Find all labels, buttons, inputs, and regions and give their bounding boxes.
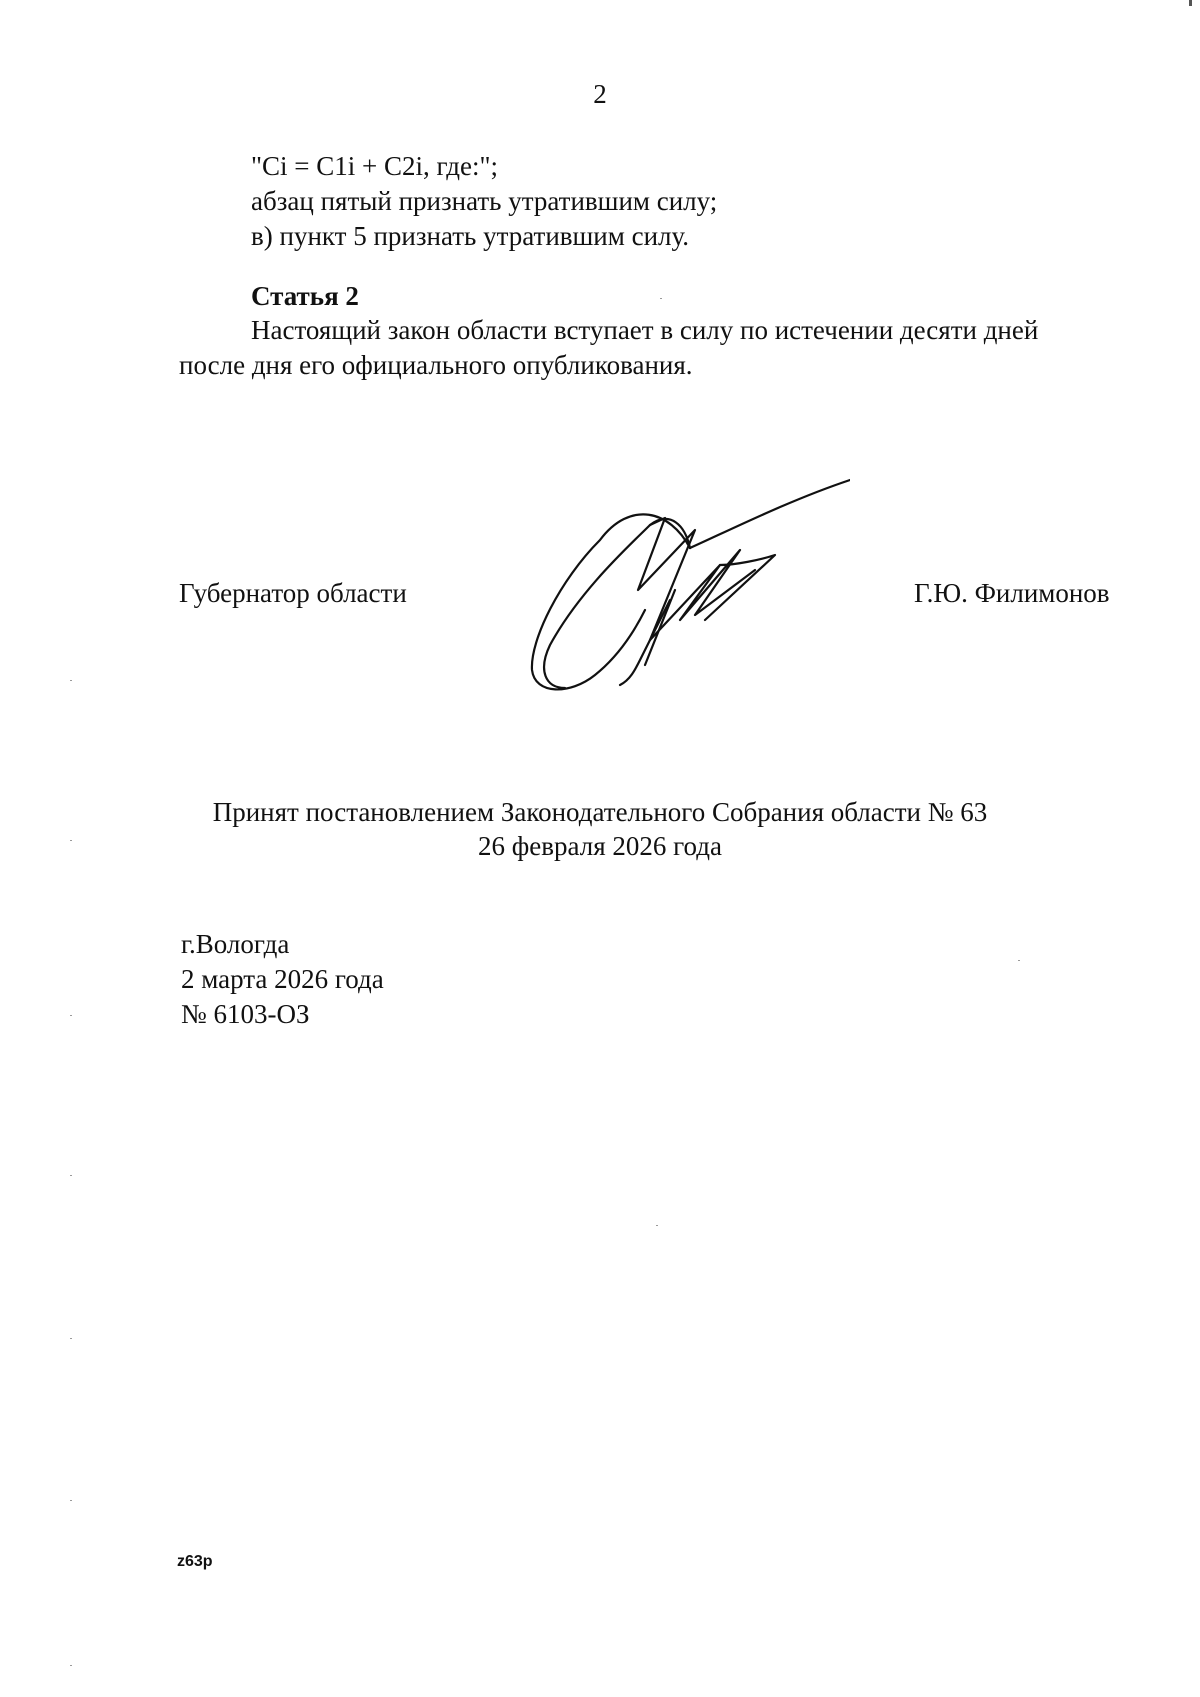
scan-speck [70, 1665, 72, 1666]
city: г.Вологда [181, 929, 290, 959]
adoption-line-2: 26 февраля 2026 года [478, 831, 722, 861]
scan-speck [70, 1500, 72, 1501]
page-number: 2 [593, 79, 607, 109]
article-text-line-2: после дня его официального опубликования. [179, 350, 693, 380]
scan-speck [70, 680, 72, 681]
scan-speck [70, 840, 72, 841]
document-code: z63p [177, 1553, 213, 1570]
scan-speck [70, 1175, 72, 1176]
scan-speck [70, 1015, 72, 1016]
signing-date: 2 марта 2026 года [181, 964, 384, 994]
scan-speck [656, 1225, 658, 1226]
adoption-line-1: Принят постановлением Законодательного Собрания области № 63 [212, 797, 988, 827]
text-line-formula: "Ci = C1i + C2i, где:"; [251, 151, 498, 181]
article-heading: Статья 2 [251, 281, 359, 311]
handwritten-signature [520, 470, 850, 710]
position-title: Губернатор области [179, 578, 407, 608]
adoption-block [0, 795, 1200, 863]
scan-speck [660, 298, 662, 299]
law-number: № 6103-ОЗ [181, 999, 310, 1029]
scan-mark [1189, 0, 1192, 6]
text-line-paragraph-five: абзац пятый признать утратившим силу; [251, 186, 718, 216]
text-line-item-five: в) пункт 5 признать утратившим силу. [251, 221, 690, 251]
scan-speck [70, 1338, 72, 1339]
signatory-name: Г.Ю. Филимонов [914, 578, 1110, 608]
scan-speck [1018, 960, 1020, 961]
article-text-line-1: Настоящий закон области вступает в силу по истечении десяти дней [251, 315, 1039, 345]
